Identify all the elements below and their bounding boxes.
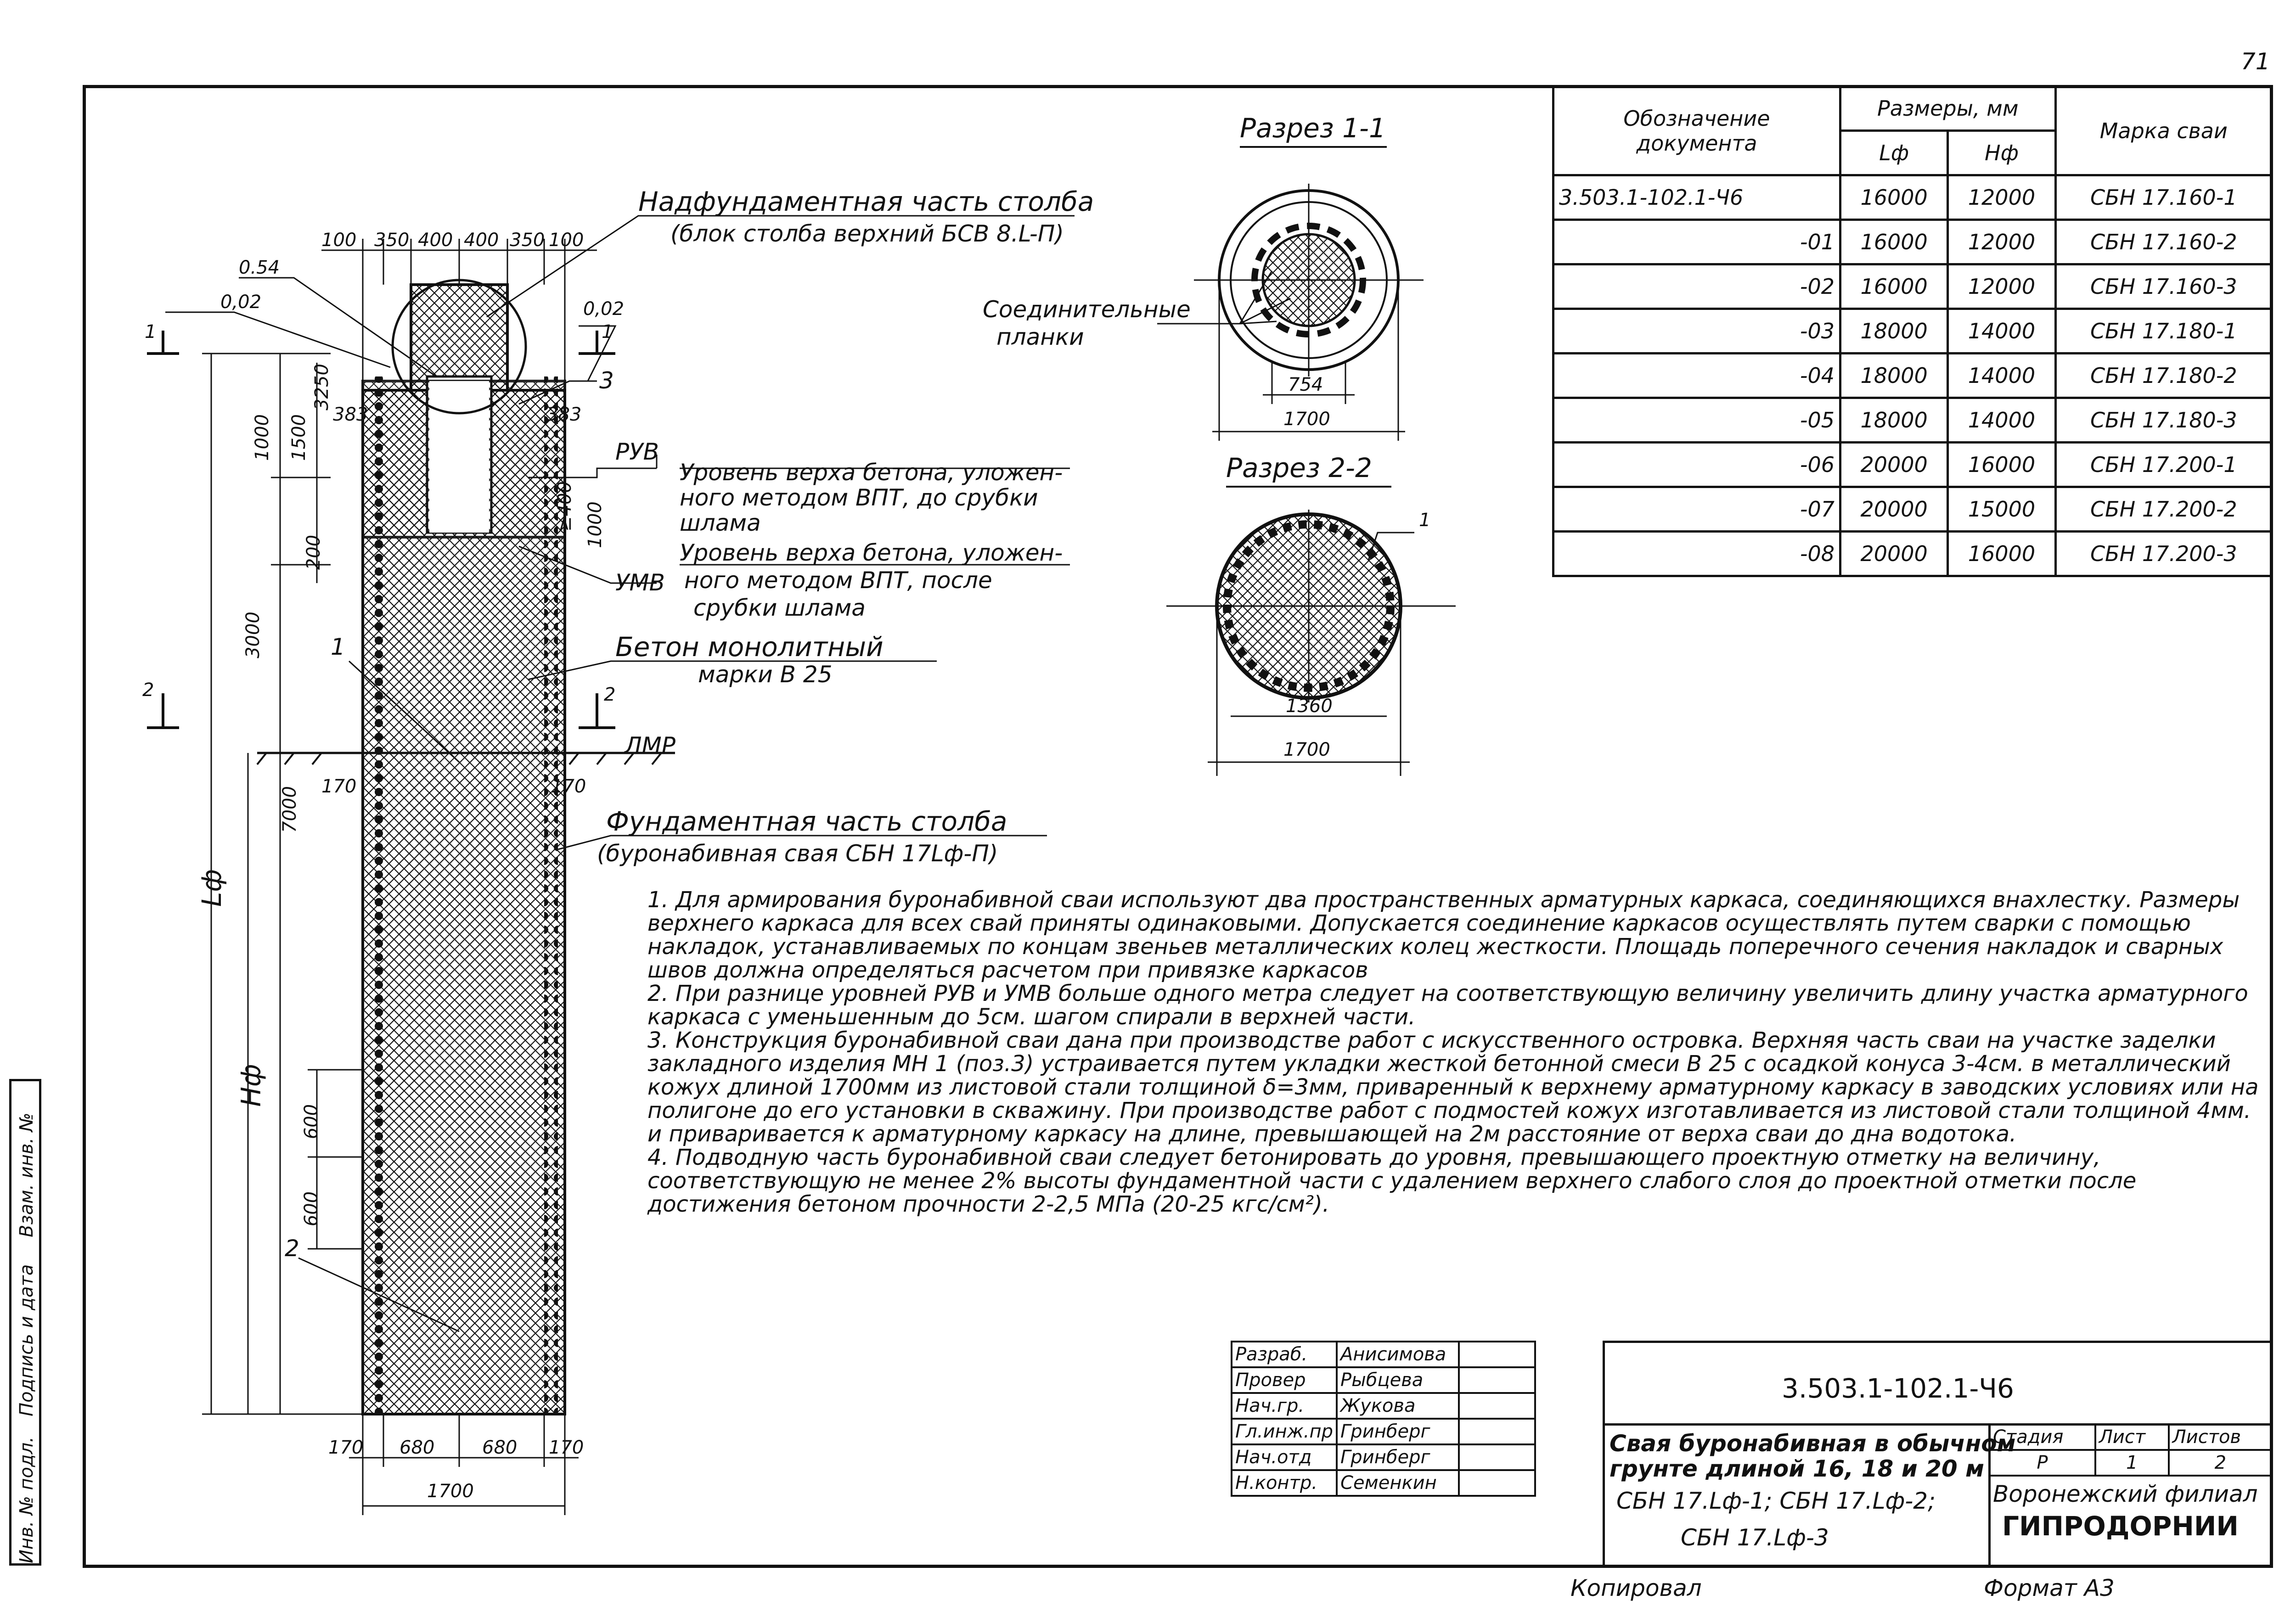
spec-hf: 14000 bbox=[1948, 354, 2055, 398]
section-marker-1-left-label: 1 bbox=[145, 321, 157, 343]
label-concrete-1: Бетон монолитный bbox=[615, 631, 884, 663]
section-marker-2-left-label: 2 bbox=[142, 680, 154, 701]
label-ruv-text-1: Уровень верха бетона, уложен- bbox=[680, 459, 1063, 486]
dim-100-b: 100 bbox=[549, 230, 584, 251]
stage-value: Р bbox=[1989, 1450, 2095, 1476]
dim-170-b: 170 bbox=[551, 776, 586, 797]
signature-cell bbox=[1459, 1419, 1535, 1444]
dim-200: 200 bbox=[303, 534, 325, 570]
table-row bbox=[1232, 1342, 1535, 1367]
spec-lf: 20000 bbox=[1840, 443, 1948, 487]
dim-7000: 7000 bbox=[279, 786, 300, 833]
note-item: 2. При разнице уровней РУВ и УМВ больше одного метра следует на соответствующую величину увеличить длину участка арматурного каркаса с уменьшенным до 5см. шагом спирали в верхней части. bbox=[647, 981, 2248, 1030]
section-2-title: Разрез 2-2 bbox=[1226, 452, 1372, 483]
label-ruv-text-3: шлама bbox=[680, 510, 761, 536]
marker-1-a: 1 bbox=[331, 634, 345, 660]
role-name: Рыбцева bbox=[1337, 1367, 1459, 1393]
side-stamp-cell-1: Взам. инв. № bbox=[16, 1112, 37, 1237]
section-marker-1-right-label: 1 bbox=[602, 321, 613, 343]
stage-header: Стадия bbox=[1989, 1424, 2095, 1450]
role-name: Гринберг bbox=[1337, 1419, 1459, 1444]
spec-doc: -04 bbox=[1553, 354, 1840, 398]
spec-hf: 12000 bbox=[1948, 175, 2055, 220]
dim-1000: 1000 bbox=[251, 414, 273, 461]
spec-hf: 16000 bbox=[1948, 443, 2055, 487]
spec-lf: 18000 bbox=[1840, 398, 1948, 443]
leader-002 bbox=[165, 312, 615, 381]
side-stamp-cell-3: Инв. № подл. bbox=[16, 1437, 37, 1563]
dim-350-a: 350 bbox=[374, 230, 410, 251]
dim-170-c: 170 bbox=[328, 1437, 364, 1458]
spec-doc: 3.503.1-102.1-Ч6 bbox=[1553, 175, 1840, 220]
spec-header-mark: Марка сваи bbox=[2055, 86, 2272, 175]
role-label: Гл.инж.пр bbox=[1232, 1419, 1337, 1444]
spec-mark: СБН 17.160-3 bbox=[2055, 264, 2272, 309]
section-1-title: Разрез 1-1 bbox=[1240, 112, 1386, 144]
spec-lf: 16000 bbox=[1840, 220, 1948, 264]
table-row bbox=[1553, 220, 2272, 264]
label-foundation-1: Фундаментная часть столба bbox=[606, 806, 1007, 837]
dim-400-b: 400 bbox=[464, 230, 499, 251]
dim-3250: 3250 bbox=[311, 364, 332, 410]
title-line-2: грунте длиной 16, 18 и 20 м bbox=[1609, 1455, 1984, 1482]
table-row bbox=[1553, 487, 2272, 532]
label-umv-text-3: срубки шлама bbox=[693, 595, 866, 621]
side-stamp-cell-2: Подпись и дата bbox=[16, 1264, 37, 1416]
role-name: Семенкин bbox=[1337, 1470, 1459, 1496]
title-block-roles bbox=[1231, 1341, 1536, 1497]
dim-600-b: 600 bbox=[301, 1191, 322, 1227]
table-row bbox=[1232, 1393, 1535, 1419]
mark-054: 0.54 bbox=[239, 257, 280, 278]
dim-170-a: 170 bbox=[321, 776, 357, 797]
table-row bbox=[1232, 1419, 1535, 1444]
spec-lf: 20000 bbox=[1840, 487, 1948, 532]
spec-header-dims: Размеры, мм bbox=[1840, 86, 2056, 131]
spec-header-doc-1: Обозначение bbox=[1623, 106, 1770, 131]
spec-doc: -07 bbox=[1553, 487, 1840, 532]
spec-mark: СБН 17.180-1 bbox=[2055, 309, 2272, 354]
title-line-3: СБН 17.Lф-1; СБН 17.Lф-2; bbox=[1616, 1488, 1936, 1514]
label-ruv: РУВ bbox=[615, 438, 659, 465]
dim-680-b: 680 bbox=[482, 1437, 518, 1458]
leader-054 bbox=[239, 278, 436, 376]
spec-header-hf: Hф bbox=[1948, 131, 2055, 175]
role-label: Нач.гр. bbox=[1232, 1393, 1337, 1419]
table-row bbox=[1232, 1367, 1535, 1393]
signature-cell bbox=[1459, 1342, 1535, 1367]
dim-1000-b: 1000 bbox=[584, 501, 606, 548]
spec-lf: 18000 bbox=[1840, 309, 1948, 354]
sheets-value: 2 bbox=[2169, 1450, 2272, 1476]
title-line-1: Свая буронабивная в обычном bbox=[1609, 1430, 2016, 1457]
table-row bbox=[1553, 443, 2272, 487]
upper-core-inner bbox=[429, 381, 489, 533]
spec-header-doc-2: документа bbox=[1636, 130, 1757, 156]
note-item: 4. Подводную часть буронабивной сваи следует бетонировать до уровня, превышающего проектную отметку на величину, соответствующую не менее 2% высоты фундаментной части с удалением верхнего слабого слоя до проектной отметки после достижения бетоном прочности 2-2,5 МПа (20-25 кгс/см²). bbox=[647, 1145, 2137, 1217]
sheets-header: Листов bbox=[2169, 1424, 2272, 1450]
spec-lf: 16000 bbox=[1840, 264, 1948, 309]
table-row bbox=[1553, 175, 2272, 220]
org-line-2: ГИПРОДОРНИИ bbox=[2002, 1511, 2239, 1542]
spec-hf: 15000 bbox=[1948, 487, 2055, 532]
spec-doc: -03 bbox=[1553, 309, 1840, 354]
spec-doc: -06 bbox=[1553, 443, 1840, 487]
title-line-4: СБН 17.Lф-3 bbox=[1681, 1524, 1829, 1551]
label-upper-part-2: (блок столба верхний БСВ 8.L-П) bbox=[670, 220, 1064, 247]
mark-002-b: 0,02 bbox=[583, 298, 625, 320]
spec-mark: СБН 17.180-2 bbox=[2055, 354, 2272, 398]
spec-mark: СБН 17.180-3 bbox=[2055, 398, 2272, 443]
role-name: Гринберг bbox=[1337, 1444, 1459, 1470]
role-name: Анисимова bbox=[1337, 1342, 1459, 1367]
sec2-marker-1: 1 bbox=[1419, 510, 1431, 531]
role-label: Разраб. bbox=[1232, 1342, 1337, 1367]
section-marker-2-right-label: 2 bbox=[604, 684, 616, 705]
signature-cell bbox=[1459, 1444, 1535, 1470]
sheet-header: Лист bbox=[2095, 1424, 2169, 1450]
label-foundation-2: (буронабивная свая СБН 17Lф-П) bbox=[597, 840, 998, 867]
notes-block bbox=[647, 888, 2259, 1216]
spec-doc: -01 bbox=[1553, 220, 1840, 264]
mark-002-a: 0,02 bbox=[220, 292, 262, 313]
spec-header-lf: Lф bbox=[1840, 131, 1948, 175]
sec2-dim-1360: 1360 bbox=[1286, 696, 1333, 717]
signature-cell bbox=[1459, 1470, 1535, 1496]
spec-doc: -08 bbox=[1553, 532, 1840, 576]
sheet-value: 1 bbox=[2095, 1450, 2169, 1476]
table-row bbox=[1553, 264, 2272, 309]
marker-3-a: 3 bbox=[599, 367, 614, 394]
dim-hf: Hф bbox=[235, 1064, 267, 1107]
role-label: Нач.отд bbox=[1232, 1444, 1337, 1470]
label-ruv-text-2: ного методом ВПТ, до срубки bbox=[680, 484, 1038, 511]
dim-350-b: 350 bbox=[510, 230, 545, 251]
dim-400-c: ≥400 bbox=[554, 481, 575, 532]
label-planks-2: планки bbox=[996, 324, 1084, 350]
org-line-1: Воронежский филиал bbox=[1993, 1481, 2258, 1507]
spec-doc: -05 bbox=[1553, 398, 1840, 443]
label-umv: УМВ bbox=[615, 569, 665, 596]
dim-400-a: 400 bbox=[418, 230, 453, 251]
spec-mark: СБН 17.160-2 bbox=[2055, 220, 2272, 264]
dim-100-a: 100 bbox=[321, 230, 357, 251]
sec1-dim-754: 754 bbox=[1288, 374, 1323, 395]
label-upper-part-1: Надфундаментная часть столба bbox=[638, 186, 1094, 217]
spec-lf: 16000 bbox=[1840, 175, 1948, 220]
dim-1700: 1700 bbox=[427, 1481, 474, 1502]
note-item: 1. Для армирования буронабивной сваи используют два пространственных арматурных каркаса, соединяющихся внахлестку. Размеры верхнего каркаса для всех свай приняты одинаковыми. Допускается соединение каркасов осуществлять путем сварки с помощью накладок, устанавливаемых по концам звеньев металлических колец жесткости. Площадь поперечного сечения накладок и сварных швов должна определяться расчетом при привязке каркасов bbox=[647, 887, 2240, 983]
spec-doc: -02 bbox=[1553, 264, 1840, 309]
table-row bbox=[1232, 1470, 1535, 1496]
dim-170-d: 170 bbox=[549, 1437, 584, 1458]
spec-hf: 12000 bbox=[1948, 220, 2055, 264]
table-row bbox=[1232, 1444, 1535, 1470]
dim-1500: 1500 bbox=[288, 414, 310, 461]
label-concrete-2: марки В 25 bbox=[698, 661, 833, 688]
sec2-dim-1700: 1700 bbox=[1283, 739, 1330, 760]
sec1-dims bbox=[1194, 184, 1424, 441]
signature-cell bbox=[1459, 1393, 1535, 1419]
label-lmr: ЛМР bbox=[625, 732, 675, 759]
dim-600-a: 600 bbox=[301, 1104, 322, 1140]
role-label: Провер bbox=[1232, 1367, 1337, 1393]
table-row bbox=[1553, 354, 2272, 398]
table-row bbox=[1989, 1450, 2272, 1476]
role-label: Н.контр. bbox=[1232, 1470, 1337, 1496]
copied-by: Копировал bbox=[1570, 1575, 1702, 1601]
sec1-dim-1700: 1700 bbox=[1283, 409, 1330, 430]
marker-2-a: 2 bbox=[285, 1235, 299, 1262]
dim-383-b: 383 bbox=[546, 404, 582, 425]
table-row bbox=[1989, 1424, 2272, 1450]
spec-mark: СБН 17.200-2 bbox=[2055, 487, 2272, 532]
spec-mark: СБН 17.200-3 bbox=[2055, 532, 2272, 576]
label-umv-text-1: Уровень верха бетона, уложен- bbox=[680, 539, 1063, 566]
role-name: Жукова bbox=[1337, 1393, 1459, 1419]
doc-code: 3.503.1-102.1-Ч6 bbox=[1782, 1373, 2014, 1404]
spec-hf: 16000 bbox=[1948, 532, 2055, 576]
spec-mark: СБН 17.200-1 bbox=[2055, 443, 2272, 487]
table-row bbox=[1553, 309, 2272, 354]
pile-shaft bbox=[363, 390, 565, 1414]
dim-680-a: 680 bbox=[400, 1437, 435, 1458]
spec-lf: 18000 bbox=[1840, 354, 1948, 398]
upper-column bbox=[411, 285, 507, 390]
spec-hf: 12000 bbox=[1948, 264, 2055, 309]
label-planks-1: Соединительные bbox=[983, 296, 1191, 323]
signature-cell bbox=[1459, 1367, 1535, 1393]
spec-header-doc bbox=[1553, 86, 1840, 175]
dim-lf: Lф bbox=[196, 869, 227, 907]
dim-383-a: 383 bbox=[333, 404, 368, 425]
spec-hf: 14000 bbox=[1948, 398, 2055, 443]
spec-mark: СБН 17.160-1 bbox=[2055, 175, 2272, 220]
paper-format: Формат А3 bbox=[1984, 1575, 2115, 1601]
note-item: 3. Конструкция буронабивной сваи дана при производстве работ с искусственного островка. Верхняя часть сваи на участке заделки закладного изделия МН 1 (поз.3) устраивается путем укладки жесткой бетонной смеси В 25 с осадкой конуса 3-4см. в металлический кожух длиной 1700мм из листовой стали толщиной δ=3мм, приваренный к верхнему арматурному каркасу в заводских условиях или на полигоне до его установки в скважину. При производстве работ с подмостей кожух изготавливается из листовой стали толщиной 4мм. и приваривается к арматурному каркасу на длине, превышающей на 2м расстояние от верха сваи до дна водотока. bbox=[647, 1028, 2259, 1147]
label-umv-text-2: ного методом ВПТ, после bbox=[684, 567, 992, 594]
spec-hf: 14000 bbox=[1948, 309, 2055, 354]
spec-table bbox=[1552, 85, 2273, 577]
spec-lf: 20000 bbox=[1840, 532, 1948, 576]
table-row bbox=[1553, 532, 2272, 576]
dim-3000: 3000 bbox=[242, 612, 264, 658]
page-number: 71 bbox=[2241, 48, 2270, 75]
table-row bbox=[1553, 398, 2272, 443]
stage-table bbox=[1988, 1423, 2273, 1477]
